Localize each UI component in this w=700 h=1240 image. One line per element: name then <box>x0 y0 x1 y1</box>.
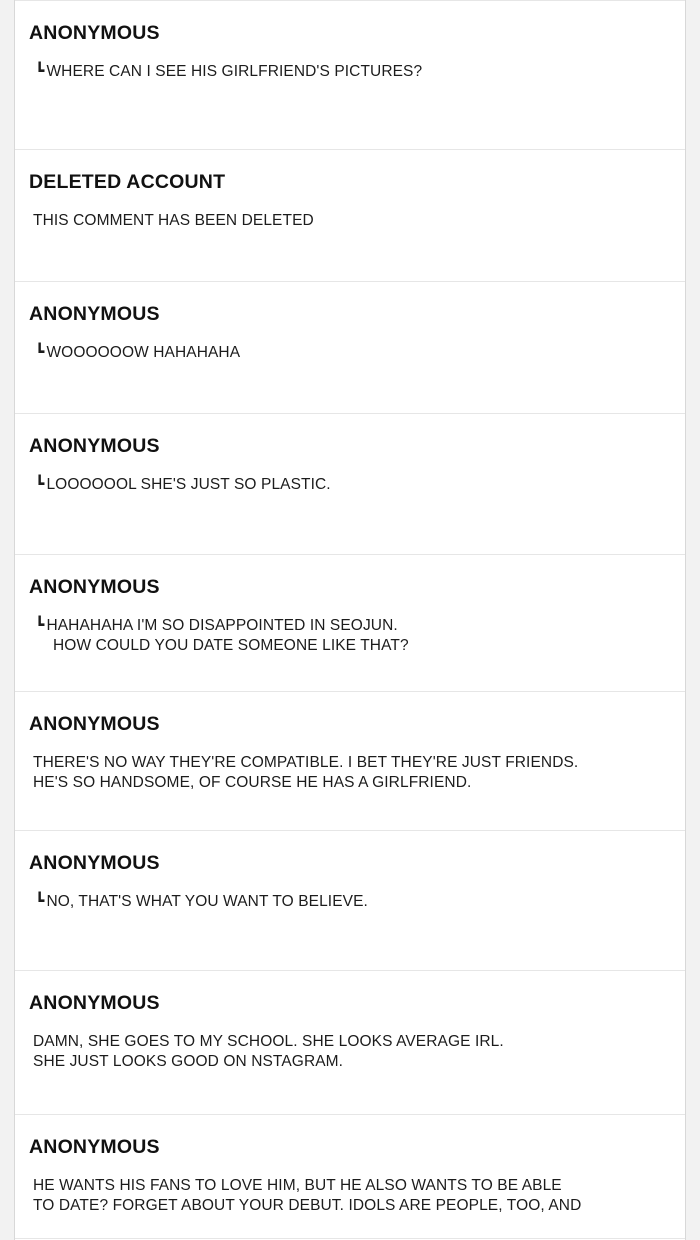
comment-text <box>15 325 685 385</box>
comment-item[interactable] <box>15 150 685 282</box>
comment-text <box>15 457 685 517</box>
comment-text-line <box>35 62 669 82</box>
comment-author: ANONYMOUS <box>29 303 160 325</box>
comment-text-line <box>33 211 669 231</box>
comment-item[interactable] <box>15 555 685 692</box>
comment-text-line <box>35 475 669 495</box>
comment-text-line <box>35 892 669 912</box>
comment-text <box>15 1158 685 1238</box>
reply-arrow-icon: ┗ <box>35 617 45 635</box>
comment-line-text: THERE'S NO WAY THEY'RE COMPATIBLE. I BET THEY'RE JUST FRIENDS. <box>33 754 579 772</box>
comment-line-text: HAHAHAHA I'M SO DISAPPOINTED IN SEOJUN. <box>46 617 398 635</box>
comment-author: DELETED ACCOUNT <box>29 171 226 193</box>
comment-text <box>15 874 685 934</box>
reply-arrow-icon: ┗ <box>35 344 45 362</box>
comment-item[interactable] <box>15 692 685 831</box>
comment-line-text: THIS COMMENT HAS BEEN DELETED <box>33 212 314 230</box>
comment-author: ANONYMOUS <box>29 992 160 1014</box>
comment-author: ANONYMOUS <box>29 852 160 874</box>
comment-line-text: DAMN, SHE GOES TO MY SCHOOL. SHE LOOKS AVERAGE IRL. <box>33 1033 504 1051</box>
comment-text-line <box>33 753 669 773</box>
comment-text <box>15 735 685 815</box>
comment-item[interactable] <box>15 282 685 414</box>
comment-author: ANONYMOUS <box>29 713 160 735</box>
comment-text <box>15 193 685 253</box>
comment-line-text: SHE JUST LOOKS GOOD ON NSTAGRAM. <box>33 1053 344 1071</box>
comment-text <box>15 1014 685 1094</box>
comment-text-line <box>35 636 669 656</box>
comment-author: ANONYMOUS <box>29 435 160 457</box>
comment-line-text: TO DATE? FORGET ABOUT YOUR DEBUT. IDOLS ARE PEOPLE, TOO, AND <box>33 1197 582 1215</box>
comment-author: ANONYMOUS <box>29 22 160 44</box>
comment-text-line <box>33 1052 669 1072</box>
comment-item[interactable] <box>15 831 685 971</box>
comment-author: ANONYMOUS <box>29 576 160 598</box>
comment-text-line <box>35 616 669 636</box>
comment-author: ANONYMOUS <box>29 1136 160 1158</box>
comment-line-text: HOW COULD YOU DATE SOMEONE LIKE THAT? <box>53 637 409 655</box>
comment-text-line <box>35 343 669 363</box>
comment-text <box>15 598 685 678</box>
comment-item[interactable] <box>15 0 685 150</box>
reply-arrow-icon: ┗ <box>35 893 45 911</box>
comment-text-line <box>33 1196 669 1216</box>
comment-text-line <box>33 773 669 793</box>
comment-text-line <box>33 1032 669 1052</box>
comment-line-text: WOOOOOOW HAHAHAHA <box>46 344 241 362</box>
comment-line-text: LOOOOOOL SHE'S JUST SO PLASTIC. <box>46 476 331 494</box>
comment-item[interactable] <box>15 414 685 555</box>
comment-line-text: WHERE CAN I SEE HIS GIRLFRIEND'S PICTURES? <box>46 63 423 81</box>
comment-line-text: HE'S SO HANDSOME, OF COURSE HE HAS A GIRLFRIEND. <box>33 774 472 792</box>
comment-line-text: HE WANTS HIS FANS TO LOVE HIM, BUT HE ALSO WANTS TO BE ABLE <box>33 1177 562 1195</box>
reply-arrow-icon: ┗ <box>35 476 45 494</box>
comment-text <box>15 44 685 104</box>
comment-list <box>14 0 686 1240</box>
reply-arrow-icon: ┗ <box>35 63 45 81</box>
comment-item[interactable] <box>15 1115 685 1239</box>
comment-line-text: NO, THAT'S WHAT YOU WANT TO BELIEVE. <box>46 893 368 911</box>
comment-item[interactable] <box>15 971 685 1115</box>
comment-text-line <box>33 1176 669 1196</box>
